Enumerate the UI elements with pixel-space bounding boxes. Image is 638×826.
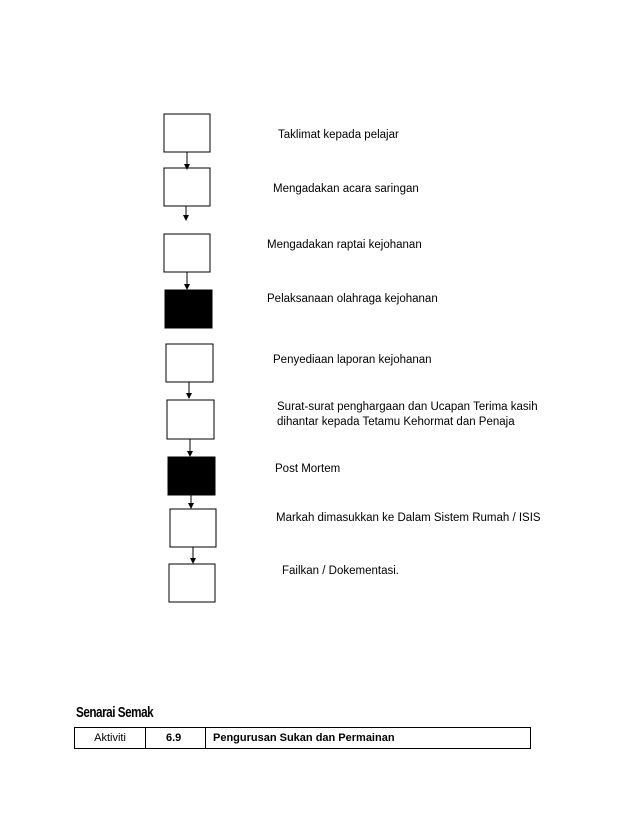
checklist-cell-activity: Aktiviti <box>75 728 146 748</box>
step-label-9: Failkan / Dokementasi. <box>282 565 399 577</box>
step-box-6 <box>167 400 214 439</box>
checklist-cell-number: 6.9 <box>146 728 206 748</box>
step-label-5: Penyediaan laporan kejohanan <box>273 354 432 366</box>
step-box-3 <box>164 234 210 272</box>
step-box-5 <box>166 344 213 382</box>
step-label-8: Markah dimasukkan ke Dalam Sistem Rumah / ISIS <box>276 512 541 524</box>
step-label-7: Post Mortem <box>275 463 341 475</box>
step-label-2: Mengadakan acara saringan <box>273 183 419 195</box>
step-box-9 <box>169 564 215 602</box>
step-box-8 <box>170 509 216 547</box>
checklist-cell-title: Pengurusan Sukan dan Permainan <box>213 732 395 744</box>
step-label-1: Taklimat kepada pelajar <box>278 129 399 141</box>
step-box-4 <box>165 290 212 328</box>
step-box-2 <box>164 168 210 206</box>
step-label-6 <box>277 400 538 430</box>
checklist-title: Senarai Semak <box>76 704 154 721</box>
checklist-table <box>74 727 531 749</box>
step-label-6-line-1: Surat-surat penghargaan dan Ucapan Terima kasih <box>277 401 538 413</box>
step-box-1 <box>164 114 210 152</box>
step-box-7 <box>168 457 215 495</box>
step-label-6-line-2: dihantar kepada Tetamu Kehormat dan Penaja <box>277 416 515 428</box>
step-label-3: Mengadakan raptai kejohanan <box>267 239 422 251</box>
step-label-4: Pelaksanaan olahraga kejohanan <box>267 293 438 305</box>
